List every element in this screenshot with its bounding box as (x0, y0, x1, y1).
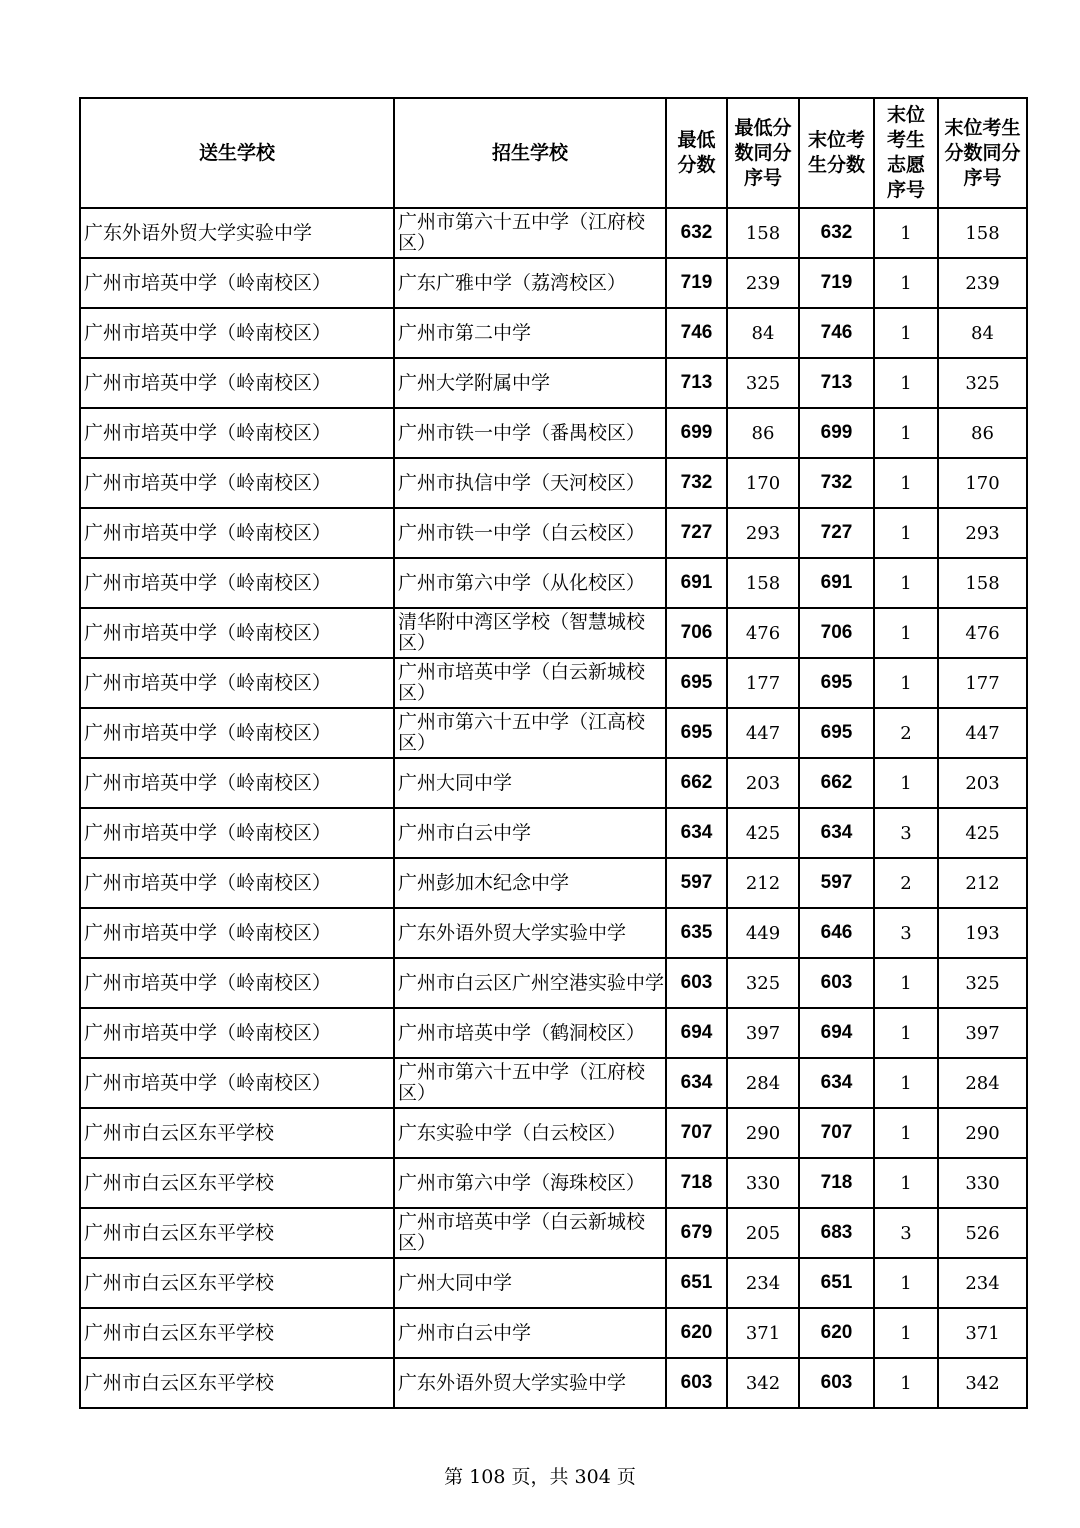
sending-school-cell: 广州市培英中学（岭南校区） (80, 608, 394, 658)
min-score-tie-rank-cell: 449 (727, 908, 799, 958)
table-row (80, 258, 1027, 308)
last-choice-rank-cell: 1 (874, 558, 938, 608)
min-score-tie-rank-cell: 371 (727, 1308, 799, 1358)
min-score-cell: 699 (666, 408, 727, 458)
min-score-tie-rank-cell: 290 (727, 1108, 799, 1158)
min-score-cell: 718 (666, 1158, 727, 1208)
min-score-cell: 679 (666, 1208, 727, 1258)
min-score-tie-rank-cell: 325 (727, 958, 799, 1008)
min-score-tie-rank-cell: 86 (727, 408, 799, 458)
table-row (80, 1058, 1027, 1108)
admitting-school-cell: 广州市白云区广州空港实验中学 (394, 958, 666, 1008)
table-row (80, 1308, 1027, 1358)
min-score-cell: 691 (666, 558, 727, 608)
last-choice-rank-cell: 1 (874, 508, 938, 558)
min-score-tie-rank-cell: 425 (727, 808, 799, 858)
last-score-header: 末位考 生分数 (799, 98, 874, 208)
min-score-cell: 694 (666, 1008, 727, 1058)
min-score-tie-rank-cell: 293 (727, 508, 799, 558)
table-row (80, 1258, 1027, 1308)
admitting-school-cell: 广州市第六十五中学（江府校区） (394, 208, 666, 258)
admitting-school-cell: 广州市第六十五中学（江府校区） (394, 1058, 666, 1108)
min-score-tie-rank-cell: 342 (727, 1358, 799, 1408)
last-choice-rank-cell: 1 (874, 608, 938, 658)
last-score-cell: 719 (799, 258, 874, 308)
min-score-cell: 706 (666, 608, 727, 658)
last-score-cell: 718 (799, 1158, 874, 1208)
last-choice-rank-cell: 1 (874, 658, 938, 708)
last-score-cell: 646 (799, 908, 874, 958)
admitting-school-cell: 广州市白云中学 (394, 808, 666, 858)
table-row (80, 958, 1027, 1008)
min-score-cell: 634 (666, 1058, 727, 1108)
last-choice-rank-cell: 3 (874, 808, 938, 858)
last-score-cell: 603 (799, 958, 874, 1008)
table-row (80, 1108, 1027, 1158)
sending-school-cell: 广州市白云区东平学校 (80, 1108, 394, 1158)
min-score-tie-rank-cell: 239 (727, 258, 799, 308)
last-choice-rank-cell: 1 (874, 1258, 938, 1308)
min-score-cell: 695 (666, 708, 727, 758)
last-choice-rank-cell: 1 (874, 758, 938, 808)
sending-school-cell: 广东外语外贸大学实验中学 (80, 208, 394, 258)
min-score-tie-rank-cell: 212 (727, 858, 799, 908)
min-score-tie-rank-cell: 84 (727, 308, 799, 358)
min-score-tie-rank-cell: 476 (727, 608, 799, 658)
admitting-school-header: 招生学校 (394, 98, 666, 208)
sending-school-cell: 广州市白云区东平学校 (80, 1208, 394, 1258)
admitting-school-cell: 广州大同中学 (394, 758, 666, 808)
last-choice-rank-cell: 1 (874, 1158, 938, 1208)
admitting-school-cell: 广州市铁一中学（番禺校区） (394, 408, 666, 458)
last-score-cell: 727 (799, 508, 874, 558)
last-score-tie-rank-cell: 425 (938, 808, 1027, 858)
last-score-cell: 634 (799, 808, 874, 858)
min-score-tie-rank-cell: 397 (727, 1008, 799, 1058)
sending-school-cell: 广州市白云区东平学校 (80, 1158, 394, 1208)
admitting-school-cell: 广州市第六十五中学（江高校区） (394, 708, 666, 758)
last-score-tie-rank-cell: 177 (938, 658, 1027, 708)
last-score-tie-rank-cell: 330 (938, 1158, 1027, 1208)
min-score-tie-rank-header: 最低分 数同分 序号 (727, 98, 799, 208)
sending-school-cell: 广州市培英中学（岭南校区） (80, 358, 394, 408)
admitting-school-cell: 广州市培英中学（鹤洞校区） (394, 1008, 666, 1058)
last-choice-rank-cell: 1 (874, 408, 938, 458)
last-score-tie-rank-cell: 86 (938, 408, 1027, 458)
last-score-cell: 694 (799, 1008, 874, 1058)
table-row (80, 908, 1027, 958)
table-row (80, 658, 1027, 708)
sending-school-cell: 广州市培英中学（岭南校区） (80, 408, 394, 458)
table-row (80, 558, 1027, 608)
min-score-cell: 727 (666, 508, 727, 558)
last-score-tie-rank-cell: 526 (938, 1208, 1027, 1258)
last-choice-rank-cell: 1 (874, 308, 938, 358)
min-score-cell: 620 (666, 1308, 727, 1358)
sending-school-cell: 广州市培英中学（岭南校区） (80, 908, 394, 958)
min-score-tie-rank-cell: 177 (727, 658, 799, 708)
min-score-cell: 732 (666, 458, 727, 508)
last-choice-rank-cell: 3 (874, 1208, 938, 1258)
last-score-tie-rank-cell: 239 (938, 258, 1027, 308)
table-row (80, 408, 1027, 458)
admitting-school-cell: 广州大学附属中学 (394, 358, 666, 408)
admitting-school-cell: 广州彭加木纪念中学 (394, 858, 666, 908)
min-score-tie-rank-cell: 170 (727, 458, 799, 508)
last-score-tie-rank-cell: 447 (938, 708, 1027, 758)
sending-school-cell: 广州市培英中学（岭南校区） (80, 858, 394, 908)
admitting-school-cell: 广州市培英中学（白云新城校区） (394, 658, 666, 708)
last-score-tie-rank-cell: 158 (938, 208, 1027, 258)
last-choice-rank-cell: 1 (874, 1358, 938, 1408)
last-score-tie-rank-cell: 325 (938, 358, 1027, 408)
sending-school-cell: 广州市培英中学（岭南校区） (80, 458, 394, 508)
sending-school-cell: 广州市培英中学（岭南校区） (80, 508, 394, 558)
admitting-school-cell: 广州市白云中学 (394, 1308, 666, 1358)
min-score-tie-rank-cell: 330 (727, 1158, 799, 1208)
min-score-cell: 635 (666, 908, 727, 958)
last-score-tie-rank-cell: 84 (938, 308, 1027, 358)
last-score-tie-rank-cell: 397 (938, 1008, 1027, 1058)
last-score-tie-rank-cell: 203 (938, 758, 1027, 808)
admitting-school-cell: 广州市第六中学（海珠校区） (394, 1158, 666, 1208)
last-score-tie-rank-cell: 284 (938, 1058, 1027, 1108)
last-score-cell: 634 (799, 1058, 874, 1108)
last-score-cell: 695 (799, 708, 874, 758)
admitting-school-cell: 广东外语外贸大学实验中学 (394, 908, 666, 958)
table-row (80, 808, 1027, 858)
last-choice-rank-cell: 1 (874, 1308, 938, 1358)
min-score-cell: 662 (666, 758, 727, 808)
admission-score-table (79, 97, 1028, 1409)
last-choice-rank-cell: 1 (874, 358, 938, 408)
last-score-cell: 695 (799, 658, 874, 708)
min-score-tie-rank-cell: 205 (727, 1208, 799, 1258)
min-score-cell: 719 (666, 258, 727, 308)
last-score-tie-rank-cell: 193 (938, 908, 1027, 958)
last-score-tie-rank-cell: 476 (938, 608, 1027, 658)
min-score-cell: 597 (666, 858, 727, 908)
sending-school-cell: 广州市培英中学（岭南校区） (80, 958, 394, 1008)
last-score-cell: 603 (799, 1358, 874, 1408)
last-score-cell: 683 (799, 1208, 874, 1258)
table-row (80, 858, 1027, 908)
last-choice-rank-cell: 1 (874, 208, 938, 258)
min-score-cell: 695 (666, 658, 727, 708)
last-choice-rank-cell: 1 (874, 958, 938, 1008)
min-score-tie-rank-cell: 158 (727, 558, 799, 608)
last-score-cell: 732 (799, 458, 874, 508)
sending-school-cell: 广州市培英中学（岭南校区） (80, 758, 394, 808)
sending-school-cell: 广州市培英中学（岭南校区） (80, 808, 394, 858)
sending-school-cell: 广州市培英中学（岭南校区） (80, 708, 394, 758)
last-score-tie-rank-cell: 158 (938, 558, 1027, 608)
min-score-cell: 634 (666, 808, 727, 858)
page-number-footer: 第 108 页，共 304 页 (444, 1466, 636, 1488)
last-score-cell: 632 (799, 208, 874, 258)
admitting-school-cell: 广州市第六中学（从化校区） (394, 558, 666, 608)
last-score-cell: 746 (799, 308, 874, 358)
last-score-tie-rank-header: 末位考生 分数同分 序号 (938, 98, 1027, 208)
last-score-tie-rank-cell: 293 (938, 508, 1027, 558)
header-row (80, 98, 1027, 208)
min-score-tie-rank-cell: 234 (727, 1258, 799, 1308)
table-row (80, 1208, 1027, 1258)
last-choice-rank-cell: 1 (874, 1108, 938, 1158)
last-score-cell: 620 (799, 1308, 874, 1358)
last-score-tie-rank-cell: 371 (938, 1308, 1027, 1358)
table-body (80, 208, 1027, 1408)
last-score-cell: 707 (799, 1108, 874, 1158)
min-score-cell: 603 (666, 958, 727, 1008)
admitting-school-cell: 广州市第二中学 (394, 308, 666, 358)
sending-school-cell: 广州市白云区东平学校 (80, 1358, 394, 1408)
min-score-cell: 603 (666, 1358, 727, 1408)
table-row (80, 708, 1027, 758)
last-score-cell: 699 (799, 408, 874, 458)
last-choice-rank-cell: 2 (874, 858, 938, 908)
sending-school-cell: 广州市白云区东平学校 (80, 1308, 394, 1358)
sending-school-cell: 广州市培英中学（岭南校区） (80, 1008, 394, 1058)
last-score-cell: 713 (799, 358, 874, 408)
min-score-cell: 746 (666, 308, 727, 358)
min-score-cell: 713 (666, 358, 727, 408)
admitting-school-cell: 广东外语外贸大学实验中学 (394, 1358, 666, 1408)
last-choice-rank-header: 末位 考生 志愿 序号 (874, 98, 938, 208)
last-choice-rank-cell: 3 (874, 908, 938, 958)
min-score-header: 最低 分数 (666, 98, 727, 208)
admitting-school-cell: 广东广雅中学（荔湾校区） (394, 258, 666, 308)
sending-school-cell: 广州市培英中学（岭南校区） (80, 258, 394, 308)
min-score-tie-rank-cell: 284 (727, 1058, 799, 1108)
last-score-cell: 662 (799, 758, 874, 808)
admitting-school-cell: 广州市铁一中学（白云校区） (394, 508, 666, 558)
last-score-cell: 706 (799, 608, 874, 658)
last-score-cell: 691 (799, 558, 874, 608)
last-score-tie-rank-cell: 342 (938, 1358, 1027, 1408)
last-choice-rank-cell: 1 (874, 458, 938, 508)
min-score-cell: 632 (666, 208, 727, 258)
min-score-tie-rank-cell: 447 (727, 708, 799, 758)
last-choice-rank-cell: 1 (874, 1058, 938, 1108)
last-score-cell: 597 (799, 858, 874, 908)
sending-school-cell: 广州市白云区东平学校 (80, 1258, 394, 1308)
last-score-tie-rank-cell: 234 (938, 1258, 1027, 1308)
admitting-school-cell: 广州大同中学 (394, 1258, 666, 1308)
table-row (80, 308, 1027, 358)
last-score-tie-rank-cell: 290 (938, 1108, 1027, 1158)
last-score-tie-rank-cell: 325 (938, 958, 1027, 1008)
admitting-school-cell: 清华附中湾区学校（智慧城校区） (394, 608, 666, 658)
last-score-tie-rank-cell: 170 (938, 458, 1027, 508)
min-score-tie-rank-cell: 158 (727, 208, 799, 258)
min-score-cell: 707 (666, 1108, 727, 1158)
admitting-school-cell: 广东实验中学（白云校区） (394, 1108, 666, 1158)
admitting-school-cell: 广州市培英中学（白云新城校区） (394, 1208, 666, 1258)
min-score-cell: 651 (666, 1258, 727, 1308)
table-row (80, 758, 1027, 808)
min-score-tie-rank-cell: 325 (727, 358, 799, 408)
table-row (80, 358, 1027, 408)
last-choice-rank-cell: 1 (874, 1008, 938, 1058)
table-row (80, 1158, 1027, 1208)
last-choice-rank-cell: 2 (874, 708, 938, 758)
table-row (80, 1008, 1027, 1058)
table-row (80, 1358, 1027, 1408)
table-row (80, 608, 1027, 658)
sending-school-cell: 广州市培英中学（岭南校区） (80, 658, 394, 708)
last-score-cell: 651 (799, 1258, 874, 1308)
table-row (80, 458, 1027, 508)
min-score-tie-rank-cell: 203 (727, 758, 799, 808)
sending-school-cell: 广州市培英中学（岭南校区） (80, 1058, 394, 1108)
table-row (80, 508, 1027, 558)
last-choice-rank-cell: 1 (874, 258, 938, 308)
table-row (80, 208, 1027, 258)
last-score-tie-rank-cell: 212 (938, 858, 1027, 908)
sending-school-cell: 广州市培英中学（岭南校区） (80, 308, 394, 358)
sending-school-header: 送生学校 (80, 98, 394, 208)
admitting-school-cell: 广州市执信中学（天河校区） (394, 458, 666, 508)
sending-school-cell: 广州市培英中学（岭南校区） (80, 558, 394, 608)
